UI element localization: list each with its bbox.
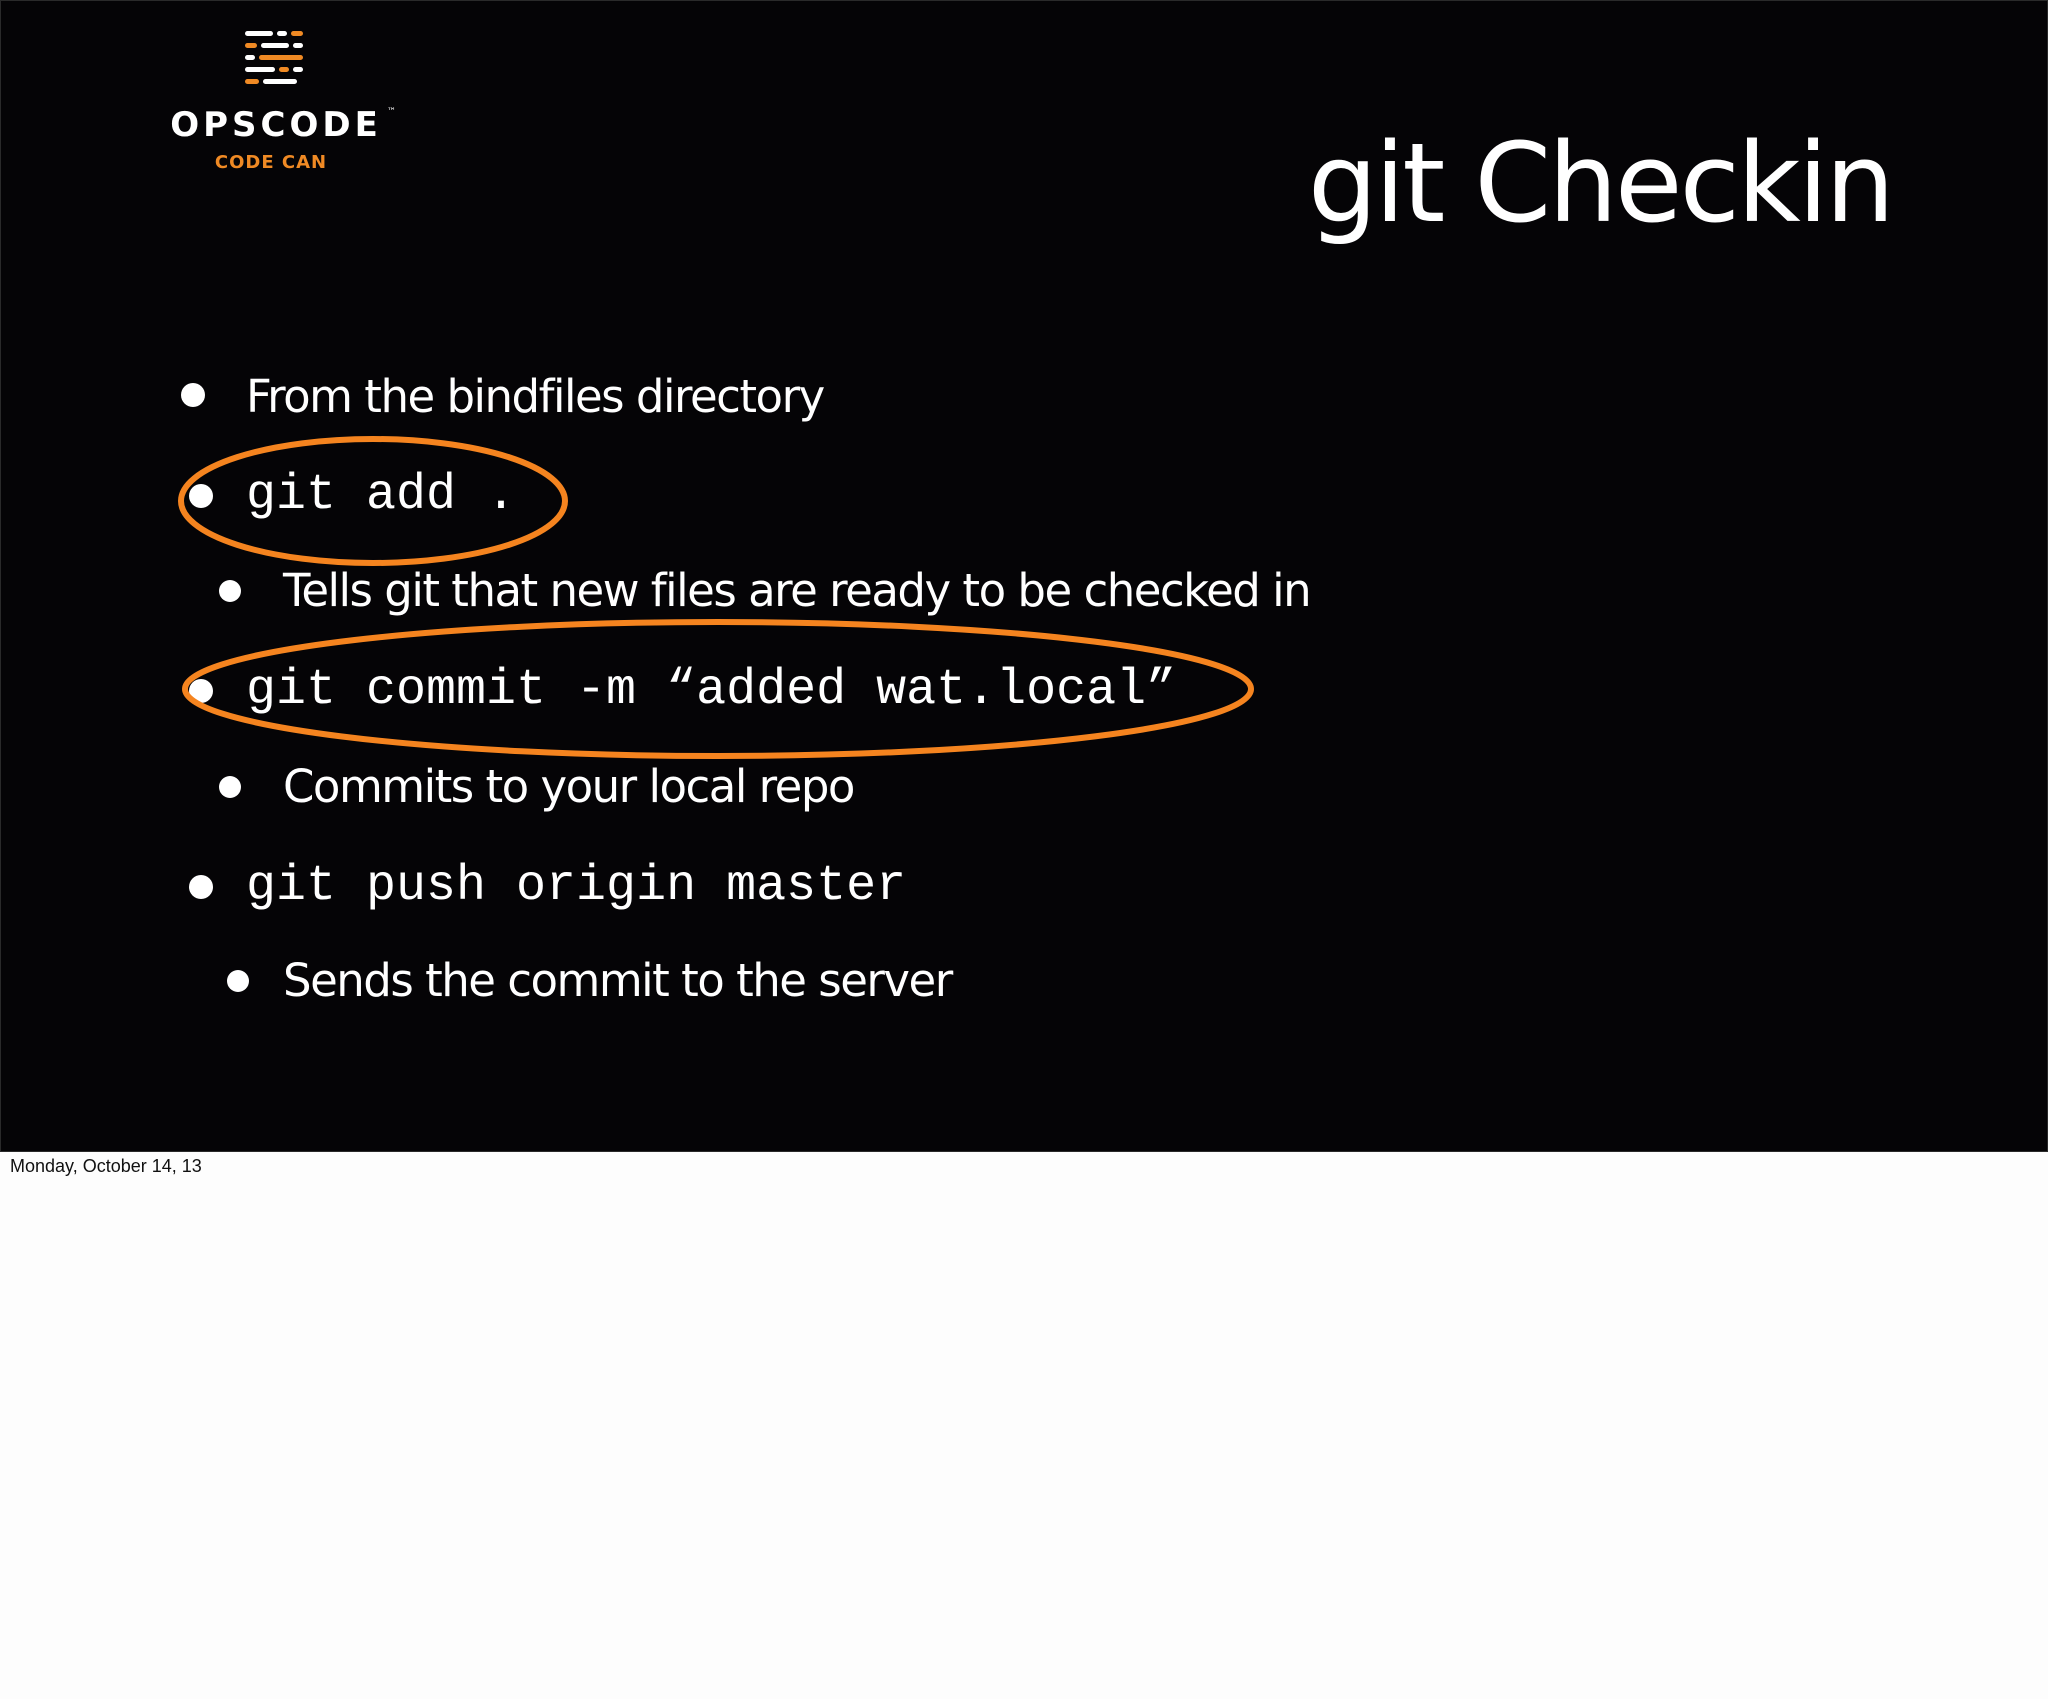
- bullet-code: git push origin master: [246, 858, 907, 915]
- bullet-item: [219, 757, 1219, 817]
- bullet-item: [189, 466, 1189, 526]
- slide-date: Monday, October 14, 13: [10, 1156, 202, 1176]
- bullet-code: git add .: [246, 467, 517, 524]
- bullet-item: [189, 857, 1189, 917]
- logo-wordmark: OPSCODE: [170, 105, 382, 145]
- bullet-text: Tells git that new files are ready to be checked in: [283, 564, 1311, 617]
- bullet-dot-icon: [219, 580, 241, 602]
- bullet-item: [181, 367, 1181, 427]
- bullet-text: Sends the commit to the server: [283, 954, 952, 1007]
- bullet-dot-icon: [189, 679, 213, 703]
- bullet-dot-icon: [227, 970, 249, 992]
- bullet-dot-icon: [189, 484, 213, 508]
- bullet-dot-icon: [219, 776, 241, 798]
- bullet-text: Commits to your local repo: [283, 760, 854, 813]
- bullet-item: [227, 951, 1227, 1011]
- bullet-code: git commit -m “added wat.local”: [246, 662, 1177, 719]
- logo-tagline: CODE CAN: [214, 152, 328, 173]
- bullet-text: From the bindfiles directory: [246, 370, 824, 423]
- bullet-item: [189, 661, 1389, 721]
- bullet-dot-icon: [189, 875, 213, 899]
- opscode-logo: [151, 27, 401, 177]
- bullet-item: [219, 561, 1419, 621]
- logo-trademark: ™: [387, 107, 396, 117]
- slide-title: git Checkin: [1307, 119, 1892, 247]
- bullet-dot-icon: [181, 383, 205, 407]
- code-lines-logo-icon: [237, 27, 317, 91]
